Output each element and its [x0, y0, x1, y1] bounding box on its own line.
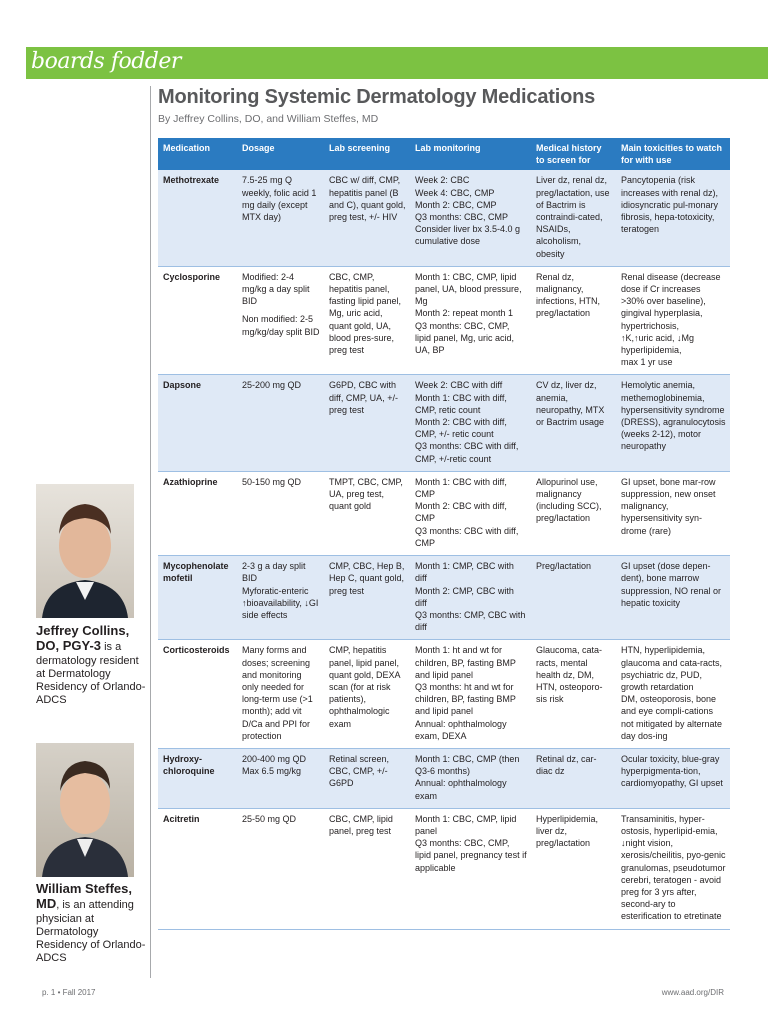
cell-screening: [324, 808, 410, 929]
cell-text: Month 1: CMP, CBC with diff: [415, 561, 514, 584]
author-photo-steffes: [36, 743, 134, 877]
cell-text: CV dz, liver dz, anemia, neuropathy, MTX or Bactrim usage: [536, 380, 605, 428]
cell-dosage: [237, 748, 324, 808]
cell-screening: [324, 375, 410, 471]
cell-text: Q3 months: CBC with diff, CMP: [415, 525, 519, 548]
cell-text: Month 2: repeat month 1: [415, 308, 514, 319]
cell-text: Allopurinol use, malignancy (including SCC), preg/lactation: [536, 476, 602, 524]
table-row: [158, 556, 730, 640]
cell-toxicities: [616, 748, 730, 808]
cell-text: 2-3 g a day split BID: [242, 561, 306, 584]
byline: By Jeffrey Collins, DO, and William Steffes, MD: [158, 113, 379, 125]
cell-text: Hemolytic anemia, methemoglobinemia, hypersensitivity syndrome (DRESS), agranulocytosis (weeks 2-12), motor neuropathy: [621, 380, 726, 452]
cell-text: Month 2: CBC with diff, CMP: [415, 501, 507, 524]
cell-text: Q3 months: ht and wt for children, BP, fasting BMP and lipid panel: [415, 681, 516, 717]
column-divider: [150, 86, 151, 978]
author-bio-steffes: [36, 882, 146, 966]
cell-toxicities: [616, 375, 730, 471]
cell-text: Renal disease (decrease dose if Cr increases >30% over baseline),: [621, 271, 721, 307]
cell-text: Renal dz, malignancy, infections, HTN, preg/lactation: [536, 271, 601, 319]
cell-text: Month 2: CBC with diff, CMP, +/- retic count: [415, 417, 507, 440]
cell-text: GI upset (dose depen-dent), bone marrow suppression, NO renal or hepatic toxicity: [621, 561, 722, 608]
cell-history: [531, 471, 616, 555]
cell-text: Month 1: CBC, CMP, lipid panel: [415, 813, 517, 836]
portrait-icon: [36, 743, 134, 877]
cell-text: 200-400 mg QD: [242, 753, 307, 764]
cell-text: Month 2: CBC, CMP: [415, 199, 497, 210]
cell-screening: [324, 640, 410, 749]
cell-text: Month 1: CBC, CMP (then Q3-6 months): [415, 753, 520, 777]
cell-monitoring: [410, 808, 531, 929]
cell-text: Week 4: CBC, CMP: [415, 187, 495, 198]
header-lab-screening: Lab screening: [324, 138, 410, 170]
cell-text: Q3 months: CBC, CMP, lipid panel, pregnancy test if applicable: [415, 838, 527, 873]
cell-text: 25-50 mg QD: [242, 813, 297, 824]
cell-dosage: [237, 375, 324, 471]
cell-screening: [324, 556, 410, 640]
cell-text: Month 1: ht and wt for children, BP, fasting BMP and lipid panel: [415, 645, 516, 680]
header-dosage: Dosage: [237, 138, 324, 170]
cell-history: [531, 170, 616, 266]
medication-name: Azathioprine: [158, 471, 237, 555]
cell-text: Max 6.5 mg/kg: [242, 766, 302, 777]
medication-name: Mycophenolate mofetil: [158, 556, 237, 640]
cell-history: [531, 748, 616, 808]
cell-toxicities: [616, 808, 730, 929]
cell-toxicities: [616, 556, 730, 640]
cell-history: [531, 808, 616, 929]
cell-text: Annual: ophthalmology exam: [415, 778, 507, 801]
table-row: [158, 266, 730, 375]
banner-label: boards fodder: [31, 49, 181, 74]
cell-dosage: [237, 808, 324, 929]
table-row: [158, 170, 730, 266]
cell-history: [531, 375, 616, 471]
footer-url[interactable]: www.aad.org/DIR: [661, 988, 724, 997]
cell-text: Liver dz, renal dz, preg/lactation, use of Bactrim is contraindi-cated, NSAIDs, alcoholism, obesity: [536, 175, 610, 259]
cell-monitoring: [410, 748, 531, 808]
cell-text: Week 2: CBC with diff: [415, 380, 503, 391]
cell-text: Month 2: CMP, CBC with diff: [415, 585, 514, 608]
cell-text: Retinal dz, car-diac dz: [536, 753, 597, 777]
table-row: [158, 640, 730, 749]
cell-text: Month 1: CBC with diff, CMP: [415, 476, 507, 500]
cell-text: CBC w/ diff, CMP, hepatitis panel (B and C), quant gold, preg test, +/- HIV: [329, 175, 406, 223]
table-row: [158, 375, 730, 471]
cell-text: hyperlipidemia,: [621, 345, 682, 356]
cell-text: CMP, hepatitis panel, lipid panel, quant gold, DEXA scan (for at risk patients), ophthalmologic exam: [329, 645, 401, 729]
cell-text: HTN, hyperlipidemia, glaucoma and cata-racts,: [621, 645, 723, 668]
cell-text: 25-200 mg QD: [242, 380, 302, 391]
cell-text: CBC, CMP, hepatitis panel, fasting lipid panel, Mg, uric acid, quant gold, UA, blood pres-sure, preg test: [329, 271, 402, 356]
cell-text: Q3 months: CBC, CMP, lipid panel, Mg, uric acid, UA, BP: [415, 320, 515, 356]
cell-history: [531, 640, 616, 749]
cell-text: Month 1: CBC, CMP, lipid panel, UA, blood pressure, Mg: [415, 271, 522, 307]
cell-text: Retinal screen, CBC, CMP, +/- G6PD: [329, 753, 390, 789]
cell-text: Modified: 2-4 mg/kg a day split BID: [242, 271, 310, 307]
cell-text: Non modified: 2-5 mg/kg/day split BID: [242, 314, 320, 337]
cell-text: Hyperlipidemia, liver dz, preg/lactation: [536, 813, 599, 849]
cell-text: Consider liver bx 3.5-4.0 g cumulative dose: [415, 224, 521, 247]
medication-name: Dapsone: [158, 375, 237, 471]
cell-text: CMP, CBC, Hep B, Hep C, quant gold, preg test: [329, 561, 405, 596]
cell-dosage: [237, 640, 324, 749]
header-lab-monitoring: Lab monitoring: [410, 138, 531, 170]
cell-text: Transaminitis, hyper-ostosis, hyperlipid-emia, ↓night vision, xerosis/cheilitis, pyo-genic granulomas, pseudotumor cerebri, teratogen - avoid preg for 3 yrs after, second-ary to esterification to etretinate: [621, 813, 726, 922]
cell-toxicities: [616, 170, 730, 266]
cell-text: CBC, CMP, lipid panel, preg test: [329, 813, 393, 836]
header-medical-history: Medical history to screen for: [531, 138, 616, 170]
cell-text: Many forms and doses; screening and monitoring only needed for long-term use (>1 month); add vit D/Ca and PPI for protection: [242, 645, 313, 741]
header-medication: Medication: [158, 138, 237, 170]
cell-monitoring: [410, 471, 531, 555]
cell-text: Q3 months: CMP, CBC with diff: [415, 609, 526, 633]
medication-name: Corticosteroids: [158, 640, 237, 749]
medication-name: Cyclosporine: [158, 266, 237, 375]
cell-text: G6PD, CBC with diff, CMP, UA, +/- preg test: [329, 380, 398, 415]
medication-name: Acitretin: [158, 808, 237, 929]
cell-text: TMPT, CBC, CMP, UA, preg test, quant gold: [329, 476, 403, 512]
cell-monitoring: [410, 375, 531, 471]
table-row: [158, 471, 730, 555]
cell-text: Glaucoma, cata-racts, mental health dz, DM, HTN, osteoporo-sis risk: [536, 645, 603, 705]
page-title: Monitoring Systemic Dermatology Medications: [158, 86, 596, 108]
cell-text: Month 1: CBC with diff, CMP, retic count: [415, 392, 507, 415]
cell-toxicities: [616, 640, 730, 749]
cell-text: Annual: ophthalmology exam, DEXA: [415, 718, 507, 741]
author-bio-collins: [36, 624, 146, 708]
cell-screening: [324, 170, 410, 266]
cell-monitoring: [410, 640, 531, 749]
cell-monitoring: [410, 170, 531, 266]
cell-screening: [324, 471, 410, 555]
cell-text: Week 2: CBC: [415, 175, 470, 186]
medication-table: [158, 138, 730, 930]
cell-toxicities: [616, 266, 730, 375]
author-name: William Steffes, MD: [36, 881, 132, 912]
cell-text: Preg/lactation: [536, 561, 592, 572]
medication-name: Hydroxy-chloroquine: [158, 748, 237, 808]
cell-monitoring: [410, 556, 531, 640]
medication-name: Methotrexate: [158, 170, 237, 266]
author-photo-collins: [36, 484, 134, 618]
cell-dosage: [237, 471, 324, 555]
cell-text: max 1 yr use: [621, 357, 673, 368]
author-description: is a dermatology resident at Dermatology Residency of Orlando-ADCS: [36, 641, 146, 707]
cell-dosage: [237, 556, 324, 640]
cell-text: psychiatric dz, PUD, growth retardation: [621, 669, 703, 692]
author-description: , is an attending physician at Dermatology Residency of Orlando-ADCS: [36, 899, 146, 965]
header-main-toxicities: Main toxicities to watch for with use: [616, 138, 730, 170]
cell-text: gingival hyperplasia, hypertrichosis,: [621, 308, 703, 331]
cell-history: [531, 266, 616, 375]
cell-history: [531, 556, 616, 640]
cell-text: Myforatic-enteric ↑bioavailability, ↓GI side effects: [242, 585, 319, 620]
cell-text: ↑K,↑uric acid, ↓Mg: [621, 332, 695, 343]
cell-dosage: [237, 266, 324, 375]
cell-text: 7.5-25 mg Q weekly, folic acid 1 mg daily (except MTX day): [242, 175, 317, 223]
cell-toxicities: [616, 471, 730, 555]
author-name: Jeffrey Collins, DO, PGY-3: [36, 623, 130, 654]
cell-text: Ocular toxicity, blue-gray hyperpigmenta-tion, cardiomyopathy, GI upset: [621, 753, 723, 789]
cell-text: Q3 months: CBC with diff, CMP, +/-retic count: [415, 441, 519, 464]
cell-monitoring: [410, 266, 531, 375]
cell-text: 50-150 mg QD: [242, 476, 302, 487]
cell-text: GI upset, bone mar-row suppression, new onset malignancy, hypersensitivity syn-drome (rare): [621, 476, 716, 536]
cell-text: DM, osteoporosis, bone and eye compli-cations not mitigated by alternate day dos-ing: [621, 694, 723, 741]
cell-text: Pancytopenia (risk increases with renal dz), idiosyncratic pul-monary fibrosis, hepa-totoxicity, teratogen: [621, 175, 719, 235]
section-banner: [26, 47, 768, 79]
table-row: [158, 748, 730, 808]
table-header-row: [158, 138, 730, 170]
table-row: [158, 808, 730, 929]
portrait-icon: [36, 484, 134, 618]
cell-dosage: [237, 170, 324, 266]
cell-screening: [324, 748, 410, 808]
cell-screening: [324, 266, 410, 375]
page-number: p. 1 • Fall 2017: [42, 988, 96, 997]
cell-text: Q3 months: CBC, CMP: [415, 212, 509, 223]
